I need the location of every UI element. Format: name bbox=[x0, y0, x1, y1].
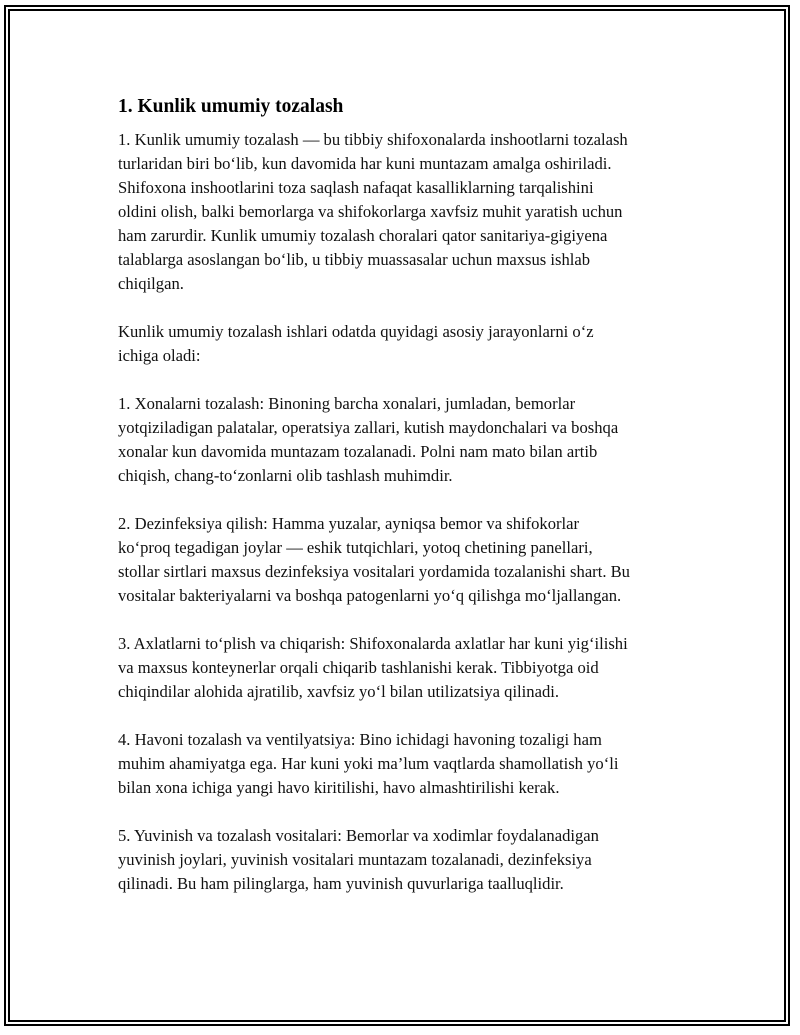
text-line: ham zarurdir. Kunlik umumiy tozalash choralari qator sanitariya-gigiyena bbox=[118, 226, 608, 245]
text-line: 2. Dezinfeksiya qilish: Hamma yuzalar, ayniqsa bemor va shifokorlar bbox=[118, 514, 580, 533]
text-line: qilinadi. Bu ham pilinglarga, ham yuvinish quvurlariga taalluqlidir. bbox=[118, 874, 564, 893]
text-line: chiqilgan. bbox=[118, 274, 184, 293]
text-line: 1. Xonalarni tozalash: Binoning barcha xonalari, jumladan, bemorlar bbox=[118, 394, 576, 413]
paragraph-waste-removal bbox=[118, 632, 693, 704]
paragraph-room-cleaning bbox=[118, 392, 693, 488]
paragraph-disinfection bbox=[118, 512, 693, 608]
paragraph-ventilation bbox=[118, 728, 693, 800]
text-line: 4. Havoni tozalash va ventilyatsiya: Bino ichidagi havoning tozaligi ham bbox=[118, 730, 602, 749]
text-line: muhim ahamiyatga ega. Har kuni yoki ma’lum vaqtlarda shamollatish yo‘li bbox=[118, 754, 619, 773]
text-line: stollar sirtlari maxsus dezinfeksiya vositalari yordamida tozalanishi shart. Bu bbox=[118, 562, 630, 581]
text-line: va maxsus konteynerlar orqali chiqarib tashlanishi kerak. Tibbiyotga oid bbox=[118, 658, 599, 677]
text-line: ko‘proq tegadigan joylar — eshik tutqichlari, yotoq chetining panellari, bbox=[118, 538, 593, 557]
text-line: turlaridan biri bo‘lib, kun davomida har kuni muntazam amalga oshiriladi. bbox=[118, 154, 612, 173]
text-line: chiqindilar alohida ajratilib, xavfsiz yo‘l bilan utilizatsiya qilinadi. bbox=[118, 682, 559, 701]
text-line: ichiga oladi: bbox=[118, 346, 201, 365]
text-line: chiqish, chang-to‘zonlarni olib tashlash muhimdir. bbox=[118, 466, 453, 485]
paragraph-processes-intro bbox=[118, 320, 693, 368]
text-line: oldini olish, balki bemorlarga va shifokorlarga xavfsiz muhit yaratish uchun bbox=[118, 202, 623, 221]
text-line: yotqiziladigan palatalar, operatsiya zallari, kutish maydonchalari va boshqa bbox=[118, 418, 619, 437]
text-line: Shifoxona inshootlarini toza saqlash nafaqat kasalliklarning tarqalishini bbox=[118, 178, 594, 197]
text-line: 5. Yuvinish va tozalash vositalari: Bemorlar va xodimlar foydalanadigan bbox=[118, 826, 599, 845]
text-line: 3. Axlatlarni to‘plish va chiqarish: Shifoxonalarda axlatlar har kuni yig‘ilishi bbox=[118, 634, 628, 653]
text-line: yuvinish joylari, yuvinish vositalari muntazam tozalanadi, dezinfeksiya bbox=[118, 850, 592, 869]
text-line: talablarga asoslangan bo‘lib, u tibbiy muassasalar uchun maxsus ishlab bbox=[118, 250, 591, 269]
text-line: vositalar bakteriyalarni va boshqa patogenlarni yo‘q qilishga mo‘ljallangan. bbox=[118, 586, 622, 605]
text-line: bilan xona ichiga yangi havo kiritilishi, havo almashtirilishi kerak. bbox=[118, 778, 560, 797]
document-title: 1. Kunlik umumiy tozalash bbox=[118, 96, 344, 117]
paragraph-washing-facilities bbox=[118, 824, 693, 896]
text-line: Kunlik umumiy tozalash ishlari odatda quyidagi asosiy jarayonlarni o‘z bbox=[118, 322, 594, 341]
text-line: xonalar kun davomida muntazam tozalanadi. Polni nam mato bilan artib bbox=[118, 442, 598, 461]
document-body bbox=[118, 94, 693, 920]
paragraph-intro bbox=[118, 128, 693, 296]
text-line: 1. Kunlik umumiy tozalash — bu tibbiy shifoxonalarda inshootlarni tozalash bbox=[118, 130, 628, 149]
